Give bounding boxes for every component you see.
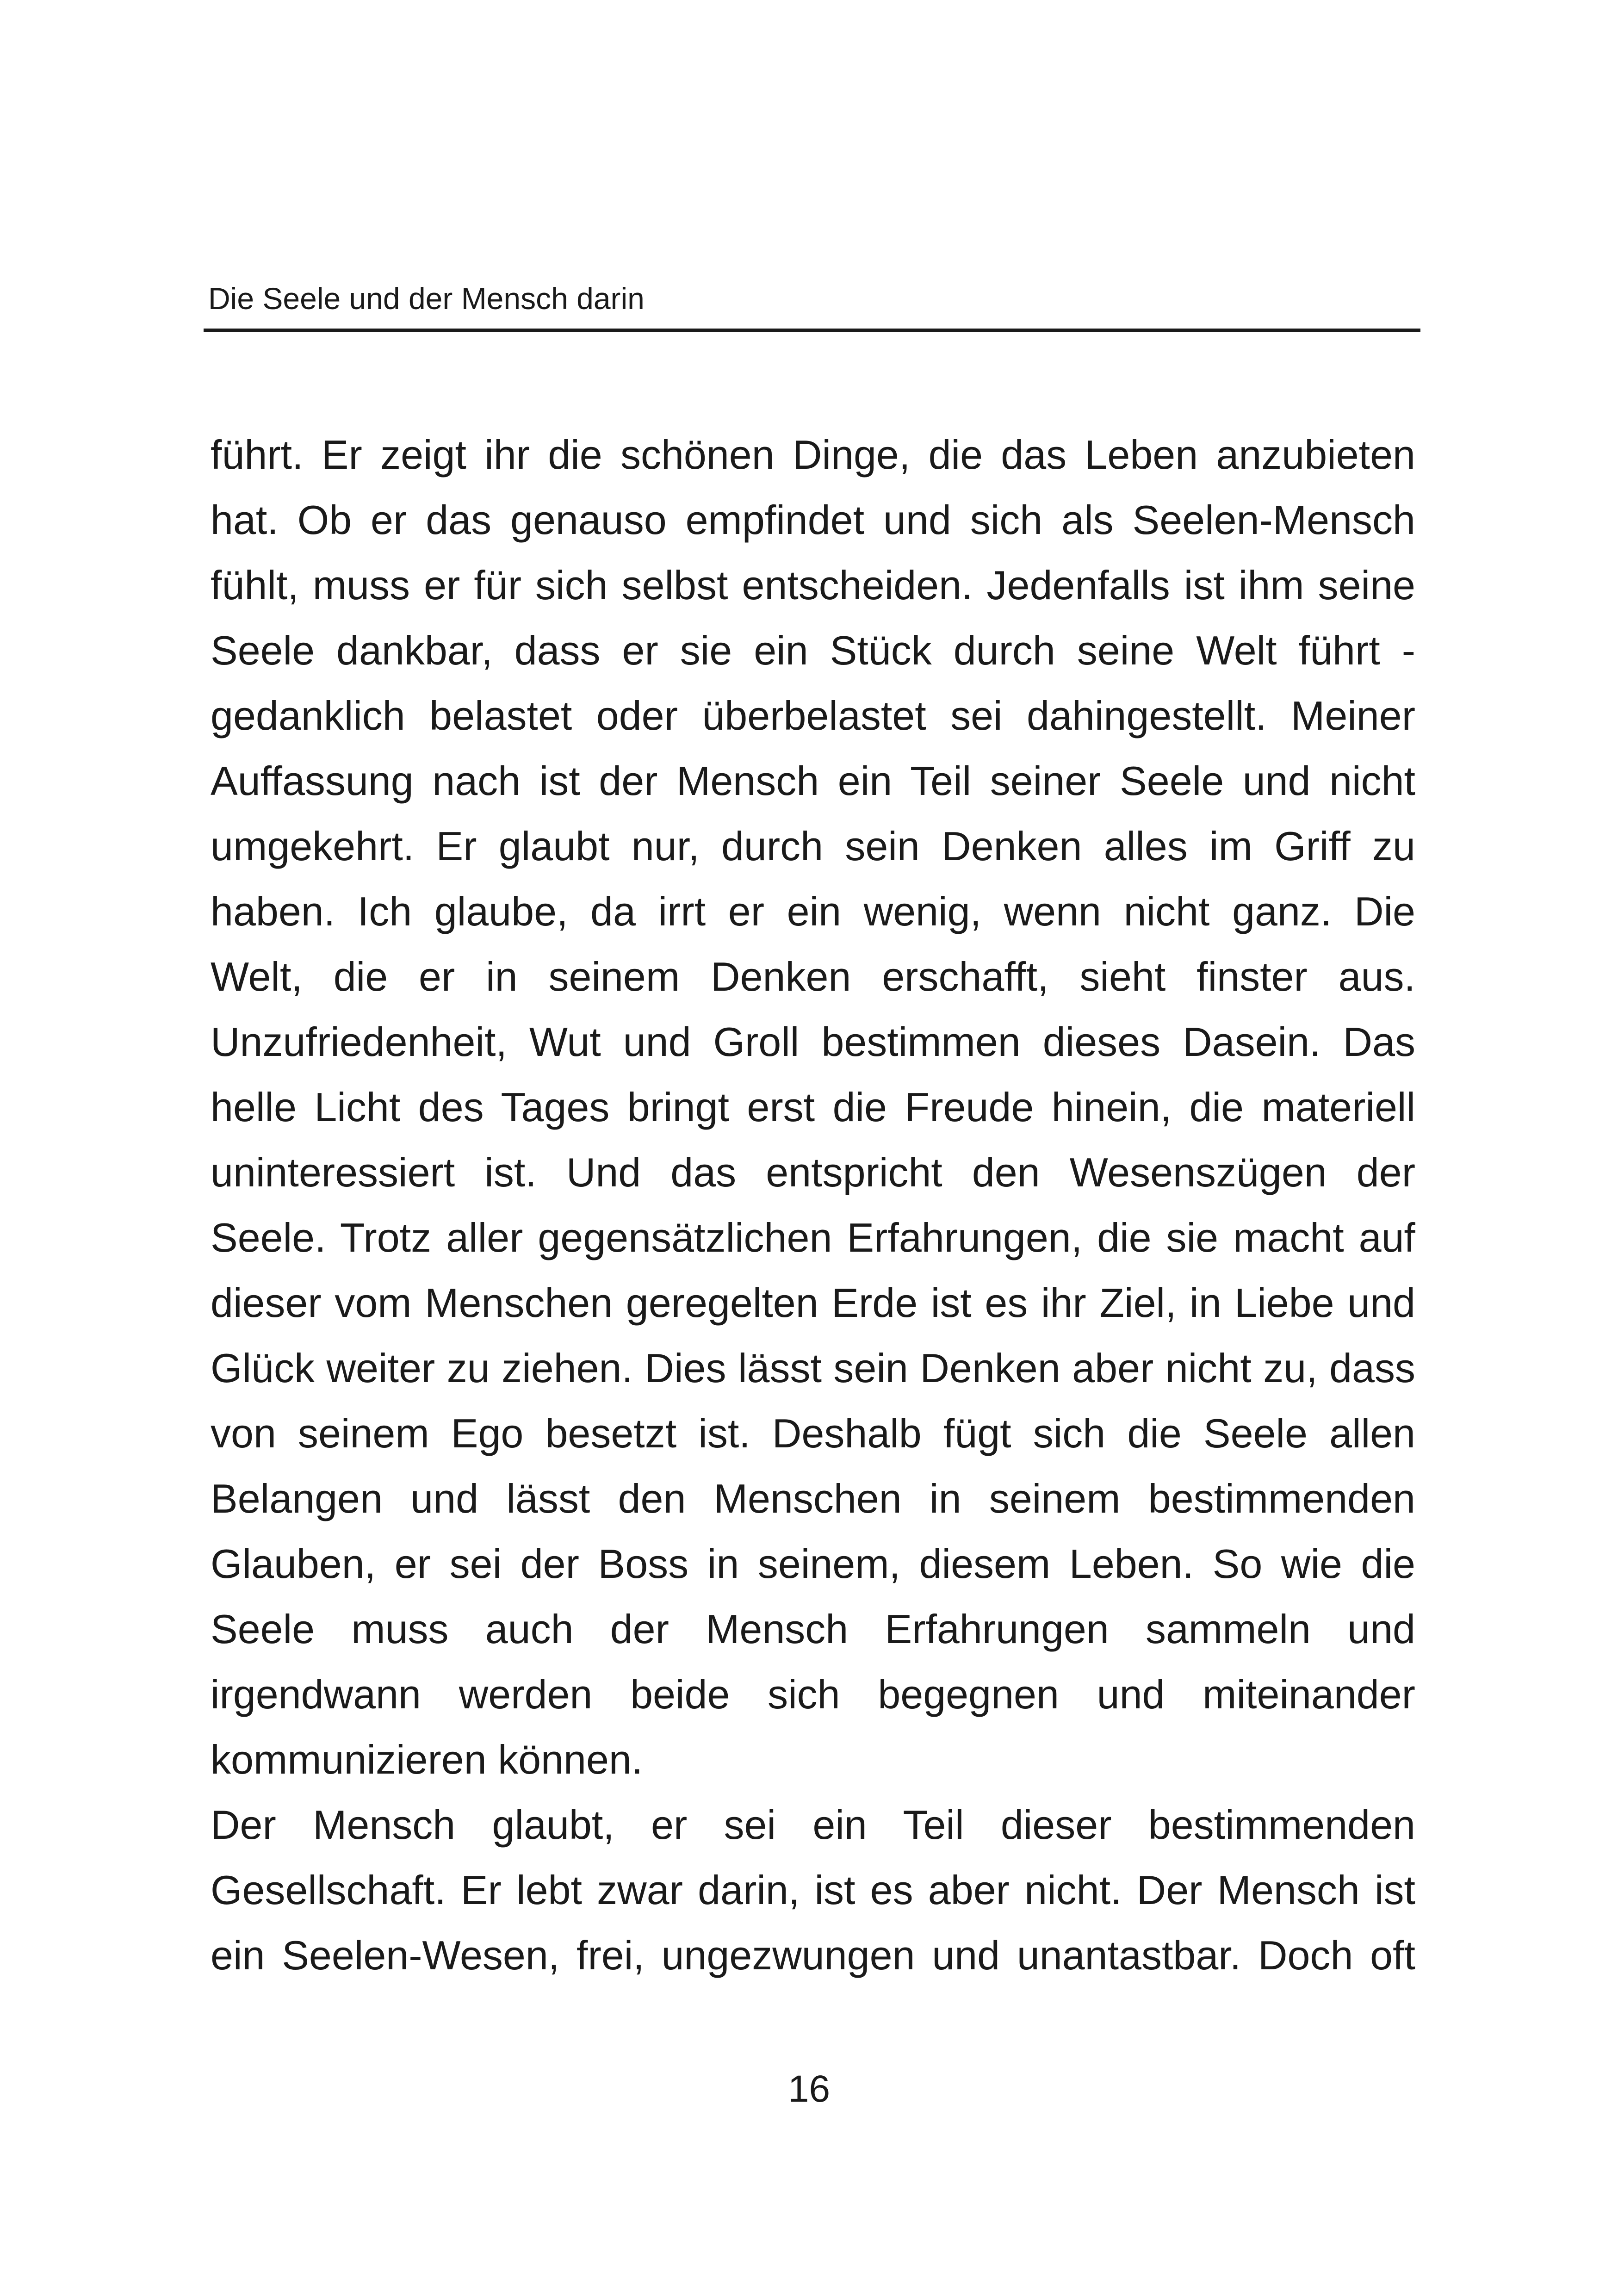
text-line: uninteressiert ist. Und das entspricht den Wesenszügen der xyxy=(211,1149,1415,1195)
text-line: Unzufriedenheit, Wut und Groll bestimmen dieses Dasein. Das xyxy=(211,1019,1415,1065)
text-line: Seele dankbar, dass er sie ein Stück durch seine Welt führt - xyxy=(211,627,1415,673)
text-line: Welt, die er in seinem Denken erschafft, sieht finster aus. xyxy=(211,954,1415,999)
text-line: Gesellschaft. Er lebt zwar darin, ist es aber nicht. Der Mensch ist xyxy=(211,1867,1415,1913)
text-line: fühlt, muss er für sich selbst entscheiden. Jedenfalls ist ihm seine xyxy=(211,562,1415,608)
text-line: Glauben, er sei der Boss in seinem, diesem Leben. So wie die xyxy=(211,1541,1415,1587)
body-text xyxy=(211,422,1415,1988)
text-line: haben. Ich glaube, da irrt er ein wenig, wenn nicht ganz. Die xyxy=(211,888,1415,934)
running-header: Die Seele und der Mensch darin xyxy=(208,281,645,316)
text-line: helle Licht des Tages bringt erst die Freude hinein, die materiell xyxy=(211,1084,1415,1130)
page-number: 16 xyxy=(787,2068,831,2110)
text-line: Der Mensch glaubt, er sei ein Teil dieser bestimmenden xyxy=(211,1802,1415,1848)
text-line: kommunizieren können. xyxy=(211,1737,643,1782)
text-line: Seele. Trotz aller gegensätzlichen Erfahrungen, die sie macht auf xyxy=(211,1215,1415,1260)
text-line: Auffassung nach ist der Mensch ein Teil seiner Seele und nicht xyxy=(211,758,1415,804)
text-line: hat. Ob er das genauso empfindet und sich als Seelen-Mensch xyxy=(211,497,1415,543)
text-line: Belangen und lässt den Menschen in seinem bestimmenden xyxy=(211,1476,1415,1521)
text-line: Seele muss auch der Mensch Erfahrungen sammeln und xyxy=(211,1606,1415,1652)
header-rule xyxy=(204,329,1420,332)
text-line: dieser vom Menschen geregelten Erde ist es ihr Ziel, in Liebe und xyxy=(211,1280,1415,1326)
text-line: gedanklich belastet oder überbelastet sei dahingestellt. Meiner xyxy=(211,693,1415,738)
text-line: irgendwann werden beide sich begegnen und miteinander xyxy=(211,1671,1415,1717)
text-line: umgekehrt. Er glaubt nur, durch sein Denken alles im Griff zu xyxy=(211,823,1415,869)
text-line: ein Seelen-Wesen, frei, ungezwungen und unantastbar. Doch oft xyxy=(211,1932,1415,1978)
text-line: von seinem Ego besetzt ist. Deshalb fügt sich die Seele allen xyxy=(211,1410,1415,1456)
text-line: führt. Er zeigt ihr die schönen Dinge, die das Leben anzubieten xyxy=(211,432,1415,478)
text-line: Glück weiter zu ziehen. Dies lässt sein Denken aber nicht zu, dass xyxy=(211,1345,1415,1391)
